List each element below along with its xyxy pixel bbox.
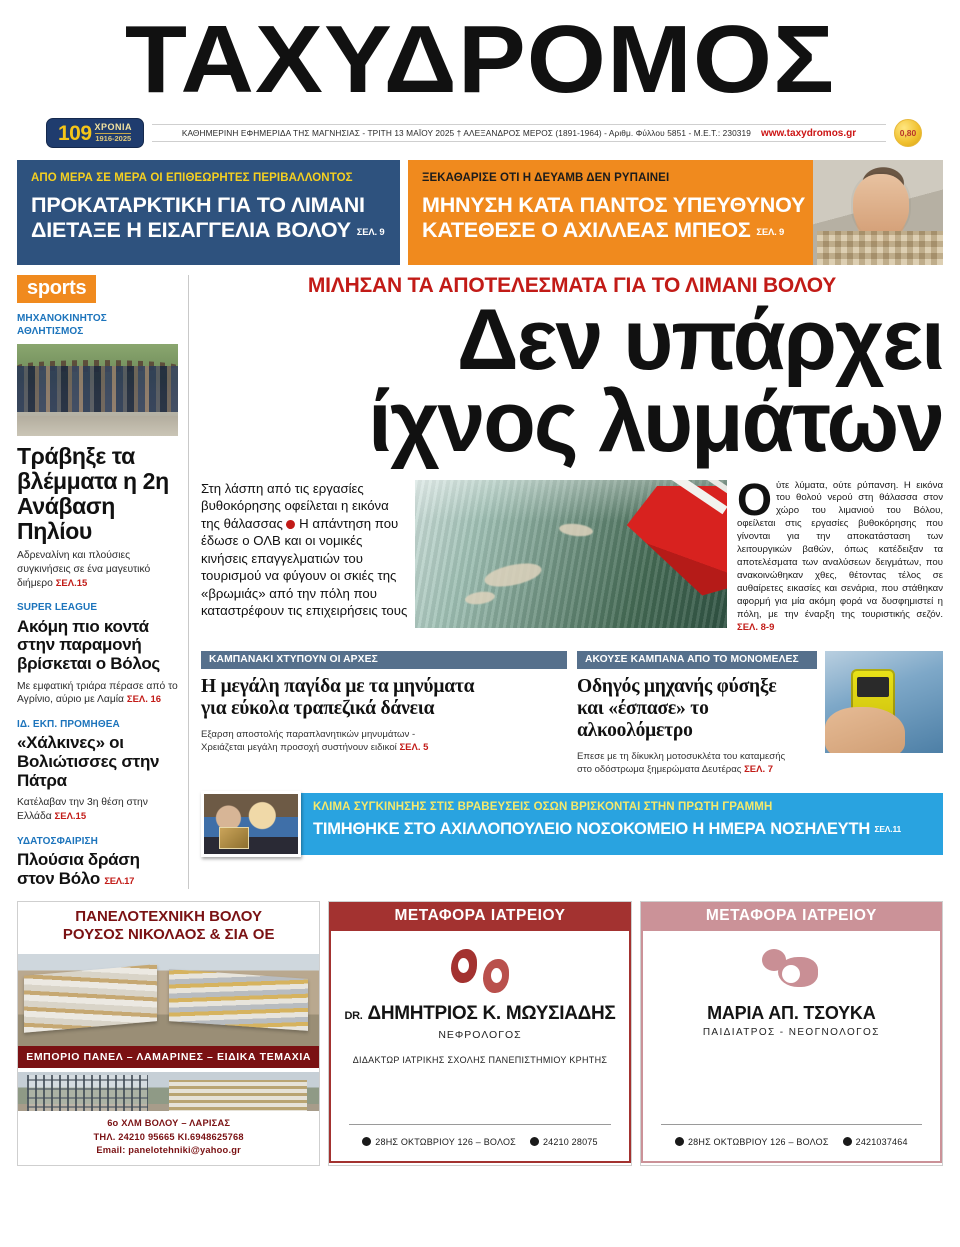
- lead-photo-harbour-water: [415, 480, 727, 628]
- ad-contact-phone: ΤΗΛ. 24210 95665 ΚΙ.6948625768: [93, 1131, 244, 1142]
- top-banners: [17, 160, 943, 265]
- sidebar-kicker-line2: ΑΘΛΗΤΙΣΜΟΣ: [17, 325, 84, 337]
- ad-header: ΜΕΤΑΦΟΡΑ ΙΑΤΡΕΙΟΥ: [641, 902, 942, 931]
- sidebar-kicker: SUPER LEAGUE: [17, 602, 98, 614]
- beos-portrait-photo: [813, 160, 943, 265]
- ad-doctor-specialty: ΝΕΦΡΟΛΟΓΟΣ: [438, 1028, 522, 1041]
- lead-story: [189, 275, 943, 888]
- ad-header: ΜΕΤΑΦΟΡΑ ΙΑΤΡΕΙΟΥ: [329, 902, 630, 931]
- lead-headline: [201, 292, 943, 470]
- sidebar-body-text: Αδρεναλίνη και πλούσιες συγκινήσεις σε ένα μαγευτικό διήμερο: [17, 550, 151, 589]
- ad-doctor-prefix: DR.: [344, 1009, 363, 1022]
- ad-photo-panels: [18, 954, 319, 1046]
- phone-icon: [530, 1137, 539, 1146]
- banner-port-investigation[interactable]: [17, 160, 400, 265]
- ad-contact: [331, 1137, 628, 1147]
- lead-body-text: ύτε λύματα, ούτε ρύπανση. Η εικόνα του θολού νερού στη θάλασσα στον χώρο του λιμανιού του Βόλου, οφείλεται στις εργασίες βυθοκόρησης που γίνονται για την αποκατάσταση των λειτουργικών βαθών, όπως κατέδειξαν τα αποτελέσματα των αναλύσεων δειγμάτων, που ανακοινώθηκαν χθες, θέτοντας τέλος σε αυθαίρετες εικασίες και σενάρια, που στάθηκαν αφορμή για μία ακόμη φορά να δυσφημιστεί η πόλη, με την έναρξη της τουριστικής σεζόν.: [737, 479, 943, 620]
- sidebar-headline: Τράβηξε τα βλέμματα η 2η Ανάβαση Πηλίου: [17, 443, 169, 544]
- lead-summary-part2: Η απάντηση που έδωσε ο ΟΛΒ και οι νομικές κινήσεις επαγγελματιών του τουρισμού να φύγουν οι σκιές της «βρωμιάς» από την πόλη που καταστρέφουν τις επιχειρήσεις τους: [201, 515, 408, 619]
- sub-story-tag: ΑΚΟΥΣΕ ΚΑΜΠΑΝΑ ΑΠΟ ΤΟ ΜΟΝΟΜΕΛΕΣ: [577, 651, 817, 669]
- banner-page-ref: ΣΕΛ. 9: [356, 227, 385, 239]
- sub-headline-line1: Οδηγός μηχανής φύσηξε: [577, 675, 777, 697]
- sub-stories-row: [201, 651, 943, 777]
- sidebar-item-superleague[interactable]: [17, 602, 178, 707]
- kidneys-icon: [449, 949, 511, 995]
- banner-kicker: ΑΠΟ ΜΕΡΑ ΣΕ ΜΕΡΑ ΟΙ ΕΠΙΘΕΩΡΗΤΕΣ ΠΕΡΙΒΑΛΛΟΝΤΟΣ: [31, 172, 353, 185]
- price-badge: 0,80: [894, 119, 922, 147]
- sidebar-kicker: ΥΔΑΤΟΣΦΑΙΡΙΣΗ: [17, 835, 98, 847]
- lead-article-body: [737, 473, 943, 635]
- ad-panelotechniki[interactable]: [17, 901, 320, 1166]
- lead-headline-line2: ίχνος λυμάτων: [368, 373, 943, 470]
- lead-kicker: ΜΙΛΗΣΑΝ ΤΑ ΑΠΟΤΕΛΕΣΜΑΤΑ ΓΙΑ ΤΟ ΛΙΜΑΝΙ ΒΟΛΟΥ: [307, 274, 837, 298]
- ad-contact: [18, 1111, 319, 1164]
- newspaper-title: ΤΑΧΥΔΡΟΜΟΣ: [124, 6, 836, 113]
- sub-body-line1: Επεσε με τη δίκυκλη μοτοσυκλέτα του καταμεσής: [577, 751, 786, 763]
- lead-page-ref: ΣΕΛ. 8-9: [737, 621, 775, 633]
- advertisements-row: [17, 901, 943, 1166]
- ad-address-text: 28ΗΣ ΟΚΤΩΒΡΙΟΥ 126 – ΒΟΛΟΣ: [687, 1136, 829, 1147]
- ad-contact: [643, 1137, 940, 1147]
- anniversary-badge: [46, 118, 144, 148]
- sidebar-item-promitheas[interactable]: [17, 719, 178, 824]
- ad-phone[interactable]: [530, 1137, 598, 1147]
- ad-doctor-mousiadis[interactable]: [328, 901, 631, 1166]
- banner-kicker: ΞΕΚΑΘΑΡΙΣΕ ΟΤΙ Η ΔΕΥΑΜΒ ΔΕΝ ΡΥΠΑΙΝΕΙ: [422, 172, 670, 185]
- sub-page-ref: ΣΕΛ. 5: [399, 742, 429, 754]
- ad-phone-text: 24210 28075: [542, 1136, 598, 1147]
- banner-headline-line1: ΜΗΝΥΣΗ ΚΑΤΑ ΠΑΝΤΟΣ ΥΠΕΥΘΥΝΟΥ: [422, 193, 806, 218]
- banner-beos-lawsuit[interactable]: [408, 160, 943, 265]
- ad-doctor-tsouka[interactable]: [640, 901, 943, 1166]
- banner-headline-line1: ΠΡΟΚΑΤΑΡΚΤΙΚΗ ΓΙΑ ΤΟ ΛΙΜΑΝΙ: [31, 193, 365, 218]
- sub-headline-line2: και «έσπασε» το αλκοολόμετρο: [577, 698, 709, 742]
- sidebar-kicker-line1: ΜΗΧΑΝΟΚΙΝΗΤΟΣ: [17, 313, 107, 325]
- ad-title: [18, 902, 319, 949]
- sidebar-body: [17, 549, 178, 590]
- sidebar-page-ref: ΣΕΛ.15: [55, 577, 88, 589]
- ad-stripe: ΕΜΠΟΡΙΟ ΠΑΝΕΛ – ΛΑΜΑΡΙΝΕΣ – ΕΙΔΙΚΑ ΤΕΜΑΧΙΑ: [18, 1046, 319, 1068]
- ad-address: [675, 1137, 829, 1147]
- anniversary-number: 109: [57, 121, 92, 145]
- sub-story-photo-breathalyzer: [825, 651, 943, 753]
- sidebar-headline: «Χάλκινες» οι Βολιώτισσες στην Πάτρα: [17, 733, 160, 790]
- ad-phone[interactable]: [843, 1137, 908, 1147]
- sports-sidebar: [17, 275, 189, 888]
- bullet-dot-icon: [285, 518, 297, 530]
- ribbon-text-block: [297, 793, 943, 855]
- ad-divider: [349, 1124, 610, 1125]
- sub-page-ref: ΣΕΛ. 7: [744, 764, 774, 776]
- lead-headline-line1: Δεν υπάρχει: [456, 292, 943, 389]
- ribbon-headline-text: ΤΙΜΗΘΗΚΕ ΣΤΟ ΑΧΙΛΛΟΠΟΥΛΕΙΟ ΝΟΣΟΚΟΜΕΙΟ Η ΗΜΕΡΑ ΝΟΣΗΛΕΥΤΗ: [313, 820, 871, 839]
- lead-body-row: [201, 473, 943, 635]
- sub-headline-line1: Η μεγάλη παγίδα με τα μηνύματα: [201, 675, 475, 697]
- ad-doctor-credentials: ΔΙΔΑΚΤΩΡ ΙΑΤΡΙΚΗΣ ΣΧΟΛΗΣ ΠΑΝΕΠΙΣΤΗΜΙΟΥ ΚΡΗΤΗΣ: [352, 1054, 608, 1065]
- sub-story-bank-loan-scam[interactable]: [201, 651, 567, 777]
- lead-dropcap: Ο: [737, 473, 773, 525]
- sub-story-tag: ΚΑΜΠΑΝΑΚΙ ΧΤΥΠΟΥΝ ΟΙ ΑΡΧΕΣ: [201, 651, 567, 669]
- ad-doctor-name-text: ΔΗΜΗΤΡΙΟΣ Κ. ΜΩΥΣΙΑΔΗΣ: [367, 1002, 616, 1024]
- main-area: [17, 275, 943, 888]
- ad-doctor-specialty: ΠΑΙΔΙΑΤΡΟΣ - ΝΕΟΓΝΟΛΟΓΟΣ: [702, 1026, 880, 1038]
- ad-divider: [661, 1124, 922, 1125]
- sub-story-body: [577, 751, 817, 777]
- sub-body-line1: Εξαρση αποστολής παραπλανητικών μηνυμάτων -: [201, 729, 416, 741]
- banner-headline-line2: ΔΙΕΤΑΞΕ Η ΕΙΣΑΓΓΕΛΙΑ ΒΟΛΟΥ: [31, 218, 351, 243]
- ribbon-headline: [313, 820, 931, 839]
- ad-title-line2: ΡΟΥΣΟΣ ΝΙΚΟΛΑΟΣ & ΣΙΑ ΟΕ: [62, 925, 275, 943]
- sidebar-headline: [17, 851, 178, 888]
- masthead-info-text: ΚΑΘΗΜΕΡΙΝΗ ΕΦΗΜΕΡΙΔΑ ΤΗΣ ΜΑΓΝΗΣΙΑΣ - ΤΡΙΤΗ 13 ΜΑΪΟΥ 2025 † ΑΛΕΞΑΝΔΡΟΣ ΜΕΡΟΣ (1891-1964) - Αριθμ. Φύλλου 5851 - Μ.Ε.Τ.: 230319: [181, 128, 751, 139]
- ad-title-line1: ΠΑΝΕΛΟΤΕΧΝΙΚΗ ΒΟΛΟΥ: [75, 907, 263, 925]
- baby-icon: [756, 947, 826, 993]
- sidebar-page-ref: ΣΕΛ. 16: [126, 694, 162, 706]
- sub-story-body: [201, 729, 567, 755]
- location-pin-icon: [362, 1137, 371, 1146]
- masthead: [0, 0, 960, 148]
- banner-headline-line2: ΚΑΤΕΘΕΣΕ Ο ΑΧΙΛΛΕΑΣ ΜΠΕΟΣ: [422, 218, 751, 243]
- phone-icon: [843, 1137, 852, 1146]
- masthead-rule: [152, 124, 886, 142]
- ad-doctor-name: [343, 1003, 616, 1025]
- ribbon-nurses-day[interactable]: [201, 791, 943, 857]
- ribbon-kicker: ΚΛΙΜΑ ΣΥΓΚΙΝΗΣΗΣ ΣΤΙΣ ΒΡΑΒΕΥΣΕΙΣ ΟΣΩΝ ΒΡΙΣΚΟΝΤΑΙ ΣΤΗΝ ΠΡΩΤΗ ΓΡΑΜΜΗ: [313, 801, 773, 814]
- banner-page-ref: ΣΕΛ. 9: [756, 227, 785, 239]
- sidebar-item-rally[interactable]: [17, 313, 178, 590]
- sub-story-drunk-rider[interactable]: [577, 651, 943, 777]
- sidebar-headline: Ακόμη πιο κοντά στην παραμονή βρίσκεται ο Βόλος: [17, 616, 160, 674]
- banner-headline: [31, 193, 386, 243]
- sidebar-item-waterpolo[interactable]: [17, 836, 178, 889]
- sub-body-line2: στο οδόστρωμα ξημερώματα Δευτέρας: [577, 764, 742, 776]
- location-pin-icon: [675, 1137, 684, 1146]
- anniversary-word: ΧΡΟΝΙΑ: [94, 122, 133, 133]
- lead-summary: [201, 480, 409, 635]
- anniversary-range: 1916-2025: [95, 134, 132, 144]
- sidebar-photo-rally: [17, 344, 178, 436]
- ad-body: [329, 931, 630, 1163]
- sub-headline-line2: για εύκολα τραπεζικά δάνεια: [201, 698, 435, 719]
- ad-address-text: 28ΗΣ ΟΚΤΩΒΡΙΟΥ 126 – ΒΟΛΟΣ: [375, 1136, 516, 1147]
- sidebar-body: [17, 796, 178, 823]
- sidebar-body-text: Κατέλαβαν την 3η θέση στην Ελλάδα: [17, 797, 148, 823]
- sidebar-page-ref: ΣΕΛ.15: [54, 811, 87, 823]
- ribbon-page-ref: ΣΕΛ.11: [874, 824, 902, 835]
- masthead-info-line: [46, 118, 922, 148]
- ad-doctor-name: ΜΑΡΙΑ ΑΠ. ΤΣΟΥΚΑ: [707, 1002, 876, 1023]
- sidebar-headline-text: Πλούσια δράση στον Βόλο: [17, 850, 140, 888]
- sub-story-headline: [201, 676, 567, 720]
- sidebar-kicker: ΙΔ. ΕΚΠ. ΠΡΟΜΗΘΕΑ: [17, 718, 120, 730]
- sub-story-headline: [577, 676, 817, 743]
- sidebar-kicker: [17, 313, 178, 338]
- ad-address: [362, 1137, 516, 1147]
- ad-phone-text: 2421037464: [855, 1136, 908, 1147]
- ad-contact-address: 6ο ΧΛΜ ΒΟΛΟΥ – ΛΑΡΙΣΑΣ: [107, 1118, 231, 1129]
- sidebar-body: [17, 680, 178, 707]
- sidebar-body-text: Με εμφατική τριάρα πέρασε από το Αγρίνιο, αύριο με Λαμία: [17, 680, 178, 706]
- website-link[interactable]: www.taxydromos.gr: [760, 127, 857, 139]
- ribbon-photo-award: [201, 791, 301, 857]
- ad-contact-email[interactable]: Email: panelotehniki@yahoo.gr: [96, 1145, 241, 1156]
- sub-body-line2: Χρειάζεται μεγάλη προσοχή συστήνουν ειδικοί: [201, 742, 397, 754]
- lead-summary-part1: Στη λάσπη από τις εργασίες βυθοκόρησης οφείλεται η εικόνα της θάλασσας: [201, 480, 389, 531]
- ad-body: [641, 931, 942, 1163]
- sports-section-label: sports: [17, 275, 96, 303]
- sidebar-page-ref: ΣΕΛ.17: [104, 875, 135, 887]
